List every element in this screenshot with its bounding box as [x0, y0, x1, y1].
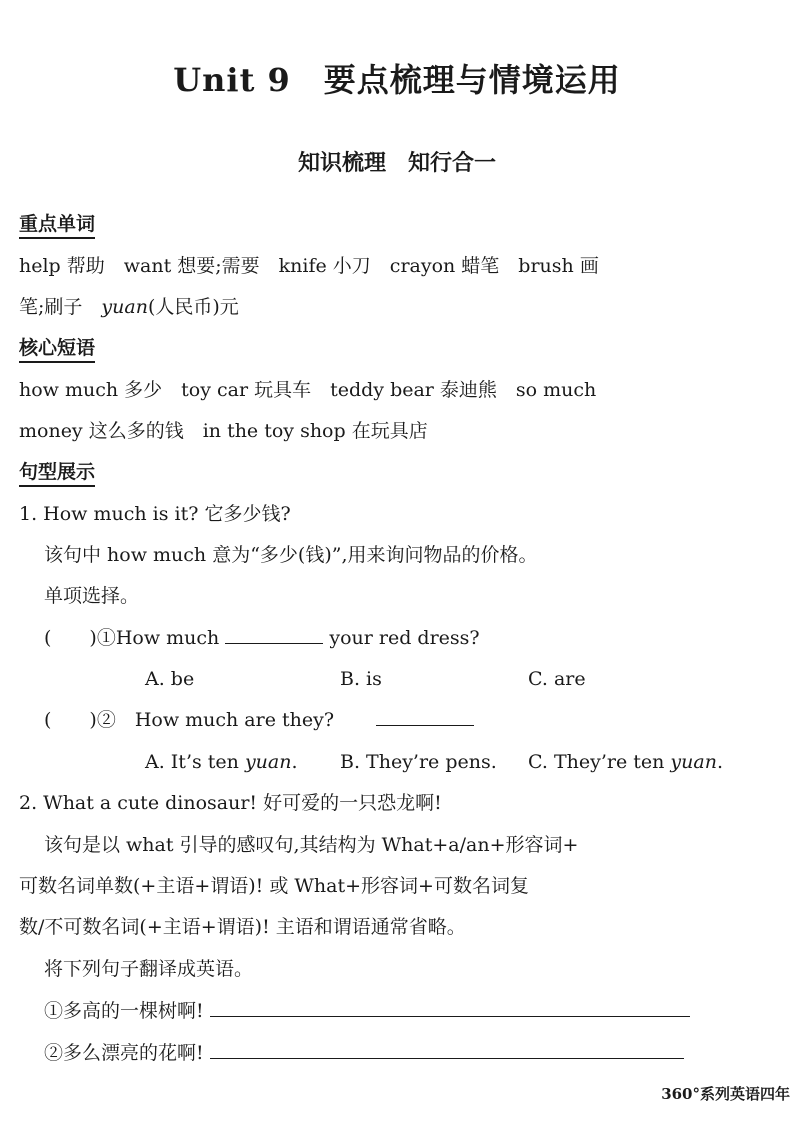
heading-sentence-patterns: 句型展示 — [19, 460, 95, 487]
words-line-2a: 笔;刷子 — [19, 296, 102, 318]
question-1 — [44, 625, 480, 651]
translation-blank-1[interactable] — [210, 998, 690, 1017]
words-line-2c: (人民币)元 — [147, 296, 239, 318]
option-a-period: . — [291, 751, 298, 773]
phrases-line-1: how much 多少 toy car 玩具车 teddy bear 泰迪熊 so much — [19, 379, 597, 401]
phrases-line-2: money 这么多的钱 in the toy shop 在玩具店 — [19, 420, 428, 442]
translation-blank-2[interactable] — [210, 1040, 684, 1059]
translation-item-1-text: ①多高的一棵树啊! — [44, 1000, 204, 1022]
option-c-text: C. They’re ten — [528, 751, 671, 773]
option-a-yuan: yuan — [244, 751, 292, 773]
translation-item-1 — [44, 998, 690, 1024]
sentence-2-title: 2. What a cute dinosaur! 好可爱的一只恐龙啊! — [19, 792, 442, 814]
question-1-prefix: ( )①How much — [44, 627, 220, 649]
sentence-2-note-3: 数/不可数名词(+主语+谓语)! 主语和谓语通常省略。 — [19, 916, 466, 938]
question-2 — [44, 707, 474, 733]
option-c-yuan: yuan — [670, 751, 717, 773]
question-1-option-c: C. are — [528, 668, 586, 690]
question-1-option-a: A. be — [145, 668, 195, 690]
question-2-option-b: B. They’re pens. — [340, 751, 497, 773]
sentence-2-note-2: 可数名词单数(+主语+谓语)! 或 What+形容词+可数名词复 — [19, 875, 529, 897]
question-1-option-b: B. is — [340, 668, 382, 690]
option-a-text: A. It’s ten — [145, 751, 245, 773]
option-c-period: . — [716, 751, 723, 773]
answer-blank-2[interactable] — [376, 707, 474, 726]
section-subtitle: 知识梳理 知行合一 — [297, 150, 496, 176]
word-yuan: yuan — [101, 296, 148, 318]
translation-item-2 — [44, 1040, 684, 1066]
sentence-2-note-1: 该句是以 what 引导的感叹句,其结构为 What+a/an+形容词+ — [44, 834, 579, 856]
answer-blank-1[interactable] — [225, 625, 323, 644]
heading-core-phrases: 核心短语 — [19, 336, 95, 363]
sentence-1-note: 该句中 how much 意为“多少(钱)”,用来询问物品的价格。 — [44, 544, 538, 566]
translation-item-2-text: ②多么漂亮的花啊! — [44, 1042, 204, 1064]
heading-key-words: 重点单词 — [19, 212, 95, 239]
words-line-2 — [19, 294, 239, 320]
sentence-2-task: 将下列句子翻译成英语。 — [44, 958, 254, 980]
words-line-1: help 帮助 want 想要;需要 knife 小刀 crayon 蜡笔 brush 画 — [19, 255, 599, 277]
question-2-prefix: ( )② How much are they? — [44, 709, 335, 731]
question-1-suffix: your red dress? — [329, 627, 480, 649]
question-2-option-a — [145, 749, 298, 775]
page-title: Unit 9 要点梳理与情境运用 — [173, 61, 621, 99]
footer-series-label: 360°系列英语四年 — [661, 1085, 790, 1103]
sentence-1-title: 1. How much is it? 它多少钱? — [19, 503, 291, 525]
sentence-1-task: 单项选择。 — [44, 585, 140, 607]
question-2-option-c — [528, 749, 723, 775]
